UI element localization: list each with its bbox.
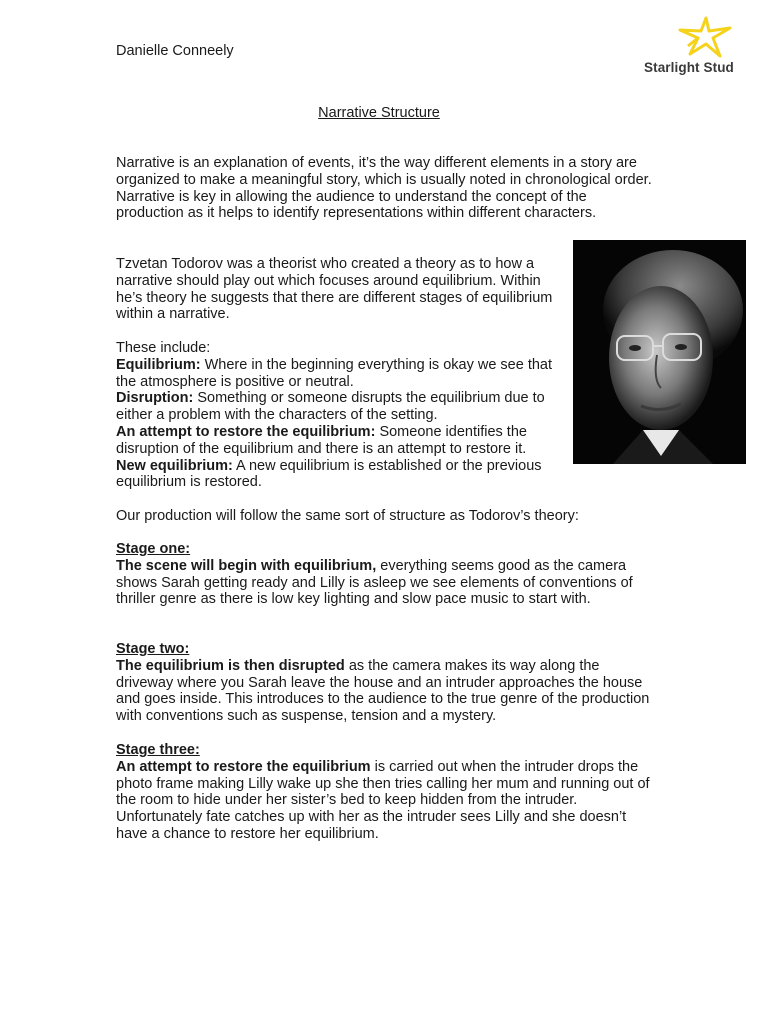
stage-lead: An attempt to restore the equilibrium: [116, 758, 371, 775]
stage-term: An attempt to restore the equilibrium:: [116, 423, 376, 440]
stage-term: Disruption:: [116, 390, 194, 407]
stage-lead: The scene will begin with equilibrium,: [116, 557, 377, 574]
intro-text: Narrative is an explanation of events, it’s the way different elements in a story are organized to make a meaningful story, which is usually noted in chronological order. Narrative is key in allowing the audience to understand the concept of the production as it helps to identify representations within different characters.: [116, 155, 652, 222]
stage-text: is carried out when the intruder drops the photo frame making Lilly wake up she then tries calling her mum and running out of the room to hide under her sister’s bed to keep hidden from the intruder. Unfortunately fate catches up with her as the intruder sees Lilly and she doesn’t have a chance to restore her equilibrium.: [116, 758, 650, 842]
stage-body: [116, 558, 656, 608]
author-name: Danielle Conneely: [116, 43, 234, 59]
stage-item: [116, 458, 562, 492]
stage-desc: Where in the beginning everything is okay we see that the atmosphere is positive or neutral.: [116, 356, 553, 390]
stage-body: [116, 759, 656, 843]
equilibrium-stages: [116, 340, 562, 491]
stage-text: everything seems good as the camera shows Sarah getting ready and Lilly is asleep we see elements of conventions of thriller genre as there is low key lighting and slow pace music to start with.: [116, 557, 633, 608]
stage-text: as the camera makes its way along the driveway where you Sarah leave the house and an intruder approaches the house and goes inside. This introduces to the audience to the true genre of the production with conventions such as suspense, tension and a mystery.: [116, 657, 650, 725]
production-intro: [116, 508, 656, 525]
page-title: Narrative Structure: [318, 105, 440, 121]
intro-paragraph: [116, 155, 656, 222]
stage-desc: Something or someone disrupts the equilibrium due to either a problem with the characters of the setting.: [116, 390, 545, 424]
stage-item: [116, 390, 562, 424]
stage-term: Equilibrium:: [116, 356, 201, 373]
stage-heading: Stage three:: [116, 742, 200, 758]
stage-heading: Stage two:: [116, 641, 190, 657]
todorov-photo: [573, 240, 746, 464]
stage-lead: The equilibrium is then disrupted: [116, 657, 345, 674]
stage-item: [116, 424, 562, 458]
production-stage-one: [116, 541, 656, 608]
todorov-text: Tzvetan Todorov was a theorist who created a theory as to how a narrative should play out which focuses around equilibrium. Within he’s theory he suggests that there are different stages of equilibrium within a narrative.: [116, 256, 553, 323]
production-intro-text: Our production will follow the same sort of structure as Todorov’s theory:: [116, 508, 579, 524]
stage-body: [116, 658, 656, 725]
production-stage-three: [116, 742, 656, 843]
production-stage-two: [116, 641, 656, 725]
starlight-logo: [640, 16, 748, 102]
stage-desc: Someone identifies the disruption of the equilibrium and there is an attempt to restore it.: [116, 423, 527, 457]
stage-heading: Stage one:: [116, 541, 191, 557]
logo-text: Starlight Stud: [644, 60, 734, 75]
star-icon: [676, 16, 732, 58]
stage-item: [116, 357, 562, 391]
stages-intro: These include:: [116, 340, 211, 356]
stage-desc: A new equilibrium is established or the previous equilibrium is restored.: [116, 457, 542, 491]
stage-term: New equilibrium:: [116, 457, 233, 474]
todorov-paragraph: [116, 256, 556, 323]
